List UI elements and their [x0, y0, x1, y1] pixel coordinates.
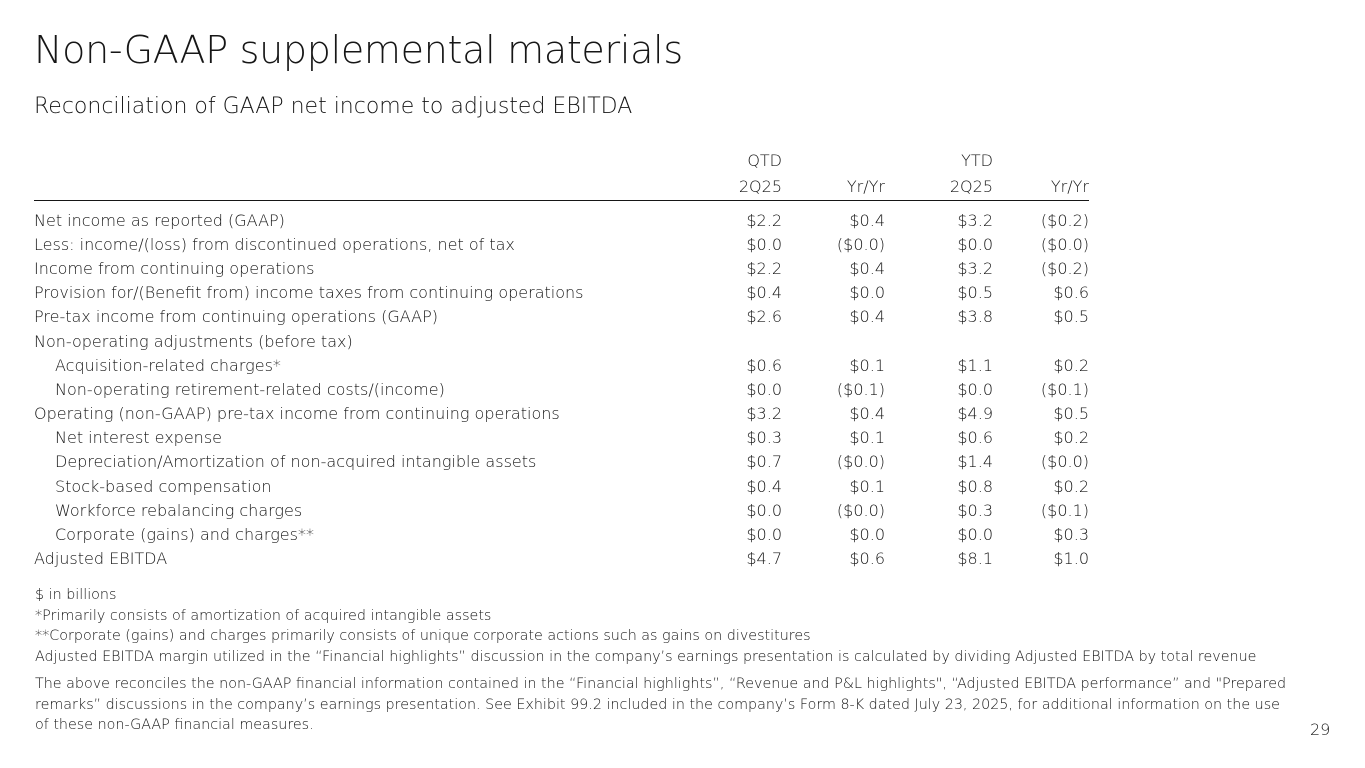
ytd-yryr-value: $0.5 [1053, 307, 1089, 327]
qtd-yryr-value: $0.1 [849, 355, 885, 375]
table-row [34, 256, 1089, 280]
row-label: Stock-based compensation [55, 476, 272, 496]
row-label: Non-operating retirement-related costs/(income) [55, 379, 445, 399]
ytd-value: $3.2 [957, 210, 993, 230]
qtd-value: $0.0 [746, 525, 782, 545]
header-ytd-2q25: 2Q25 [885, 170, 993, 201]
header-blank-cell [34, 144, 684, 170]
ytd-value: $8.1 [957, 549, 993, 569]
ytd-yryr-value: ($0.1) [1040, 379, 1089, 399]
ytd-value: $0.0 [957, 234, 993, 254]
qtd-value: $0.4 [746, 476, 782, 496]
header-ytd: YTD [961, 151, 993, 170]
reconciliation-table [34, 144, 1089, 571]
table-row [34, 402, 1089, 426]
row-label: Adjusted EBITDA [34, 549, 168, 569]
table-row [34, 377, 1089, 401]
header-qtd: QTD [747, 151, 782, 170]
table-row [34, 474, 1089, 498]
ytd-yryr-value: ($0.0) [1040, 234, 1089, 254]
qtd-yryr-value: $0.0 [849, 283, 885, 303]
footnotes [35, 585, 1256, 667]
qtd-value: $0.3 [746, 428, 782, 448]
row-label: Corporate (gains) and charges** [55, 525, 314, 545]
qtd-yryr-value: ($0.0) [836, 500, 885, 520]
ytd-value: $1.4 [957, 452, 993, 472]
row-label: Operating (non-GAAP) pre-tax income from continuing operations [34, 404, 560, 424]
qtd-value: $0.0 [746, 234, 782, 254]
footnote-acquisition: *Primarily consists of amortization of acquired intangible assets [35, 607, 492, 624]
table-row [34, 208, 1089, 232]
qtd-value: $3.2 [746, 404, 782, 424]
table-row [34, 353, 1089, 377]
row-label: Depreciation/Amortization of non-acquired intangible assets [55, 452, 537, 472]
ytd-yryr-value: $1.0 [1053, 549, 1089, 569]
header-label-cell [34, 170, 684, 201]
row-label: Acquisition-related charges* [55, 355, 281, 375]
qtd-yryr-value: $0.0 [849, 525, 885, 545]
qtd-yryr-value: $0.6 [849, 549, 885, 569]
footnote-units: $ in billions [35, 587, 117, 603]
ytd-yryr-value: $0.5 [1053, 404, 1089, 424]
qtd-value: $0.7 [746, 452, 782, 472]
qtd-value: $4.7 [746, 549, 782, 569]
row-label: Less: income/(loss) from discontinued operations, net of tax [34, 234, 515, 254]
qtd-value: $2.2 [746, 258, 782, 278]
page-number: 29 [1310, 720, 1331, 739]
qtd-value [684, 329, 782, 353]
table-row [34, 305, 1089, 329]
ytd-yryr-value: $0.2 [1053, 476, 1089, 496]
header-qtd-yryr: Yr/Yr [782, 170, 885, 201]
header-row-columns [34, 170, 1089, 201]
ytd-value [885, 329, 993, 353]
row-label: Pre-tax income from continuing operations (GAAP) [34, 307, 438, 327]
qtd-yryr-value: $0.4 [849, 210, 885, 230]
ytd-yryr-value: ($0.2) [1040, 258, 1089, 278]
header-ytd-blank [993, 144, 1089, 170]
ytd-yryr-value: $0.3 [1053, 525, 1089, 545]
ytd-value: $0.8 [957, 476, 993, 496]
table-row [34, 281, 1089, 305]
ytd-yryr-value [993, 329, 1089, 353]
qtd-value: $2.6 [746, 307, 782, 327]
disclaimer-text: The above reconciles the non-GAAP financial information contained in the “Financial highlights”, “Revenue and P&L highlights", “Adjusted EBITDA performance” and "Prepared remarks” discussions in the company’s earnings presentation. See Exhibit 99.2 included in the company’s Form 8-K dated July 23, 2025, for additional information on the use of these non-GAAP financial measures. [35, 676, 1287, 734]
qtd-yryr-value: ($0.0) [836, 234, 885, 254]
row-label: Workforce rebalancing charges [55, 500, 303, 520]
qtd-yryr-value: $0.4 [849, 404, 885, 424]
table-row [34, 232, 1089, 256]
ytd-yryr-value: $0.2 [1053, 355, 1089, 375]
qtd-yryr-value: $0.4 [849, 258, 885, 278]
table-row [34, 450, 1089, 474]
ytd-value: $0.6 [957, 428, 993, 448]
ytd-value: $0.0 [957, 379, 993, 399]
row-label: Provision for/(Benefit from) income taxes from continuing operations [34, 283, 584, 303]
qtd-yryr-value: $0.4 [849, 307, 885, 327]
header-qtd-blank [782, 144, 885, 170]
ytd-value: $0.5 [957, 283, 993, 303]
ytd-value: $0.0 [957, 525, 993, 545]
qtd-value: $0.0 [746, 500, 782, 520]
ytd-yryr-value: ($0.0) [1040, 452, 1089, 472]
ytd-value: $3.2 [957, 258, 993, 278]
ytd-yryr-value: ($0.1) [1040, 500, 1089, 520]
table-row [34, 522, 1089, 546]
row-label: Non-operating adjustments (before tax) [34, 331, 353, 351]
qtd-value: $0.6 [746, 355, 782, 375]
qtd-value: $0.4 [746, 283, 782, 303]
table-row [34, 547, 1089, 571]
slide-subtitle: Reconciliation of GAAP net income to adjusted EBITDA [34, 94, 633, 119]
header-row-period [34, 144, 1089, 170]
ytd-value: $1.1 [957, 355, 993, 375]
qtd-yryr-value: $0.1 [849, 428, 885, 448]
qtd-yryr-value: ($0.1) [836, 379, 885, 399]
footnote-corporate: **Corporate (gains) and charges primarily consists of unique corporate actions such as gains on divestitures [35, 628, 811, 645]
footnote-ebitda-margin: Adjusted EBITDA margin utilized in the “Financial highlights” discussion in the company’s earnings presentation is calculated by dividing Adjusted EBITDA by total revenue [35, 648, 1257, 665]
qtd-yryr-value: $0.1 [849, 476, 885, 496]
slide-title: Non-GAAP supplemental materials [34, 28, 683, 72]
row-label: Net income as reported (GAAP) [34, 210, 285, 230]
row-label: Income from continuing operations [34, 258, 315, 278]
ytd-yryr-value: $0.6 [1053, 283, 1089, 303]
qtd-value: $0.0 [746, 379, 782, 399]
header-ytd-yryr: Yr/Yr [993, 170, 1089, 201]
table-row [34, 329, 1089, 353]
row-label: Net interest expense [55, 428, 222, 448]
table-row [34, 498, 1089, 522]
ytd-yryr-value: ($0.2) [1040, 210, 1089, 230]
header-qtd-2q25: 2Q25 [684, 170, 782, 201]
ytd-value: $4.9 [957, 404, 993, 424]
qtd-value: $2.2 [746, 210, 782, 230]
qtd-yryr-value: ($0.0) [836, 452, 885, 472]
qtd-yryr-value [782, 329, 885, 353]
table-row [34, 426, 1089, 450]
ytd-value: $0.3 [957, 500, 993, 520]
ytd-value: $3.8 [957, 307, 993, 327]
ytd-yryr-value: $0.2 [1053, 428, 1089, 448]
